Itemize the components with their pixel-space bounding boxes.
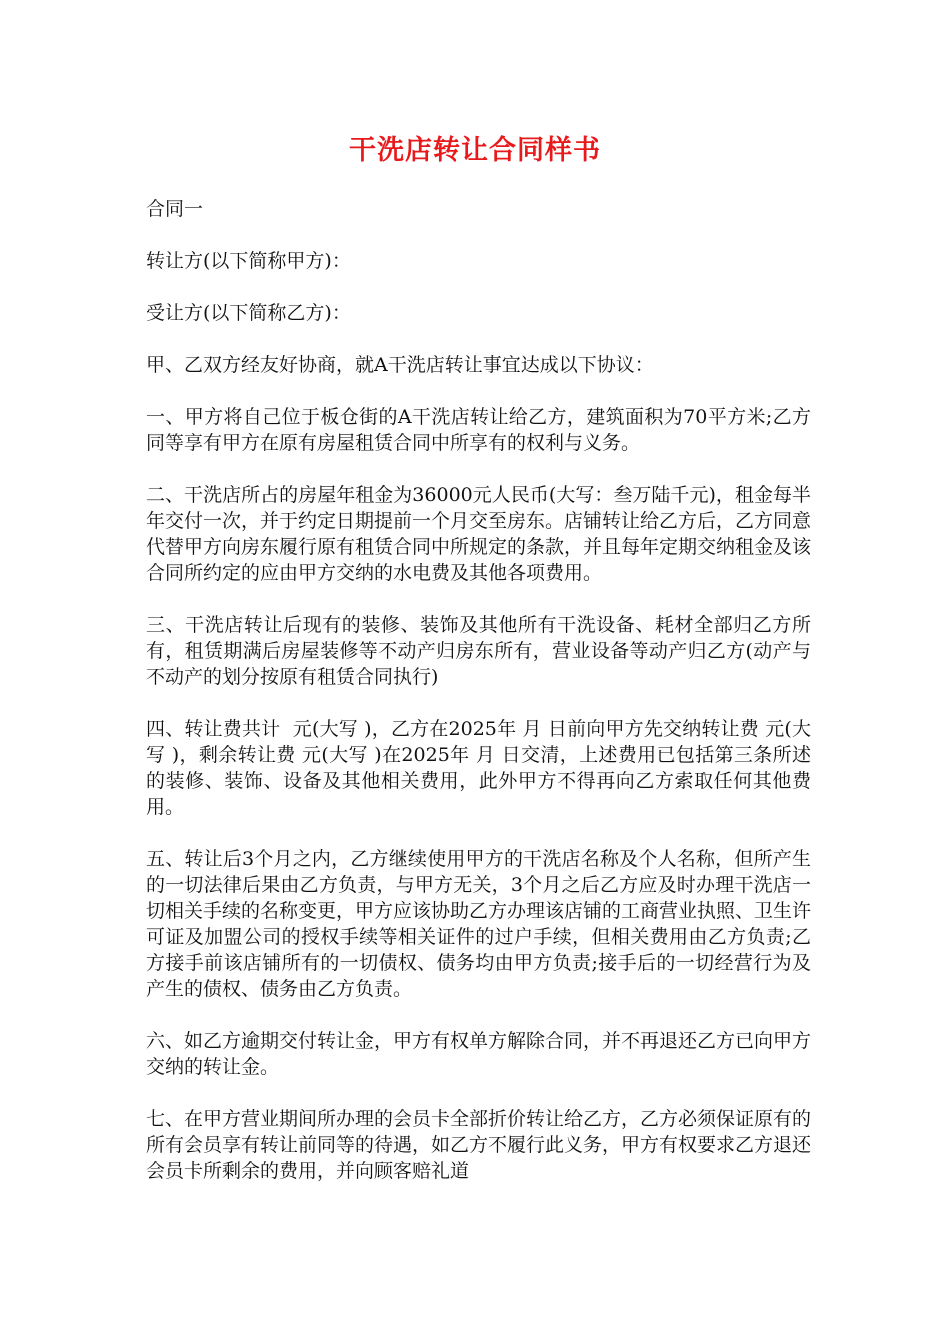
clause-1: 一、甲方将自己位于板仓街的A干洗店转让给乙方，建筑面积为70平方米;乙方同等享有甲方在原有房屋租赁合同中所享有的权利与义务。 [146,406,811,454]
clause-3: 三、干洗店转让后现有的装修、装饰及其他所有干洗设备、耗材全部归乙方所有，租赁期满后房屋装修等不动产归房东所有，营业设备等动产归乙方(动产与不动产的划分按原有租赁合同执行) [146,614,811,688]
clause-6: 六、如乙方逾期交付转让金，甲方有权单方解除合同，并不再退还乙方已向甲方交纳的转让金。 [146,1030,812,1078]
document-title: 干洗店转让合同样书 [349,135,601,166]
clause-7: 七、在甲方营业期间所办理的会员卡全部折价转让给乙方，乙方必须保证原有的所有会员享有转让前同等的待遇，如乙方不履行此义务，甲方有权要求乙方退还会员卡所剩余的费用，并向顾客赔礼道 [146,1108,812,1182]
paragraph-transferor: 转让方(以下简称甲方)： [146,250,351,272]
document-body [146,196,811,1210]
paragraph-contract-number: 合同一 [146,198,204,220]
clause-2: 二、干洗店所占的房屋年租金为36000元人民币(大写：叁万陆千元)，租金每半年交付一次，并于约定日期提前一个月交至房东。店铺转让给乙方后，乙方同意代替甲方向房东履行原有租赁合同中所规定的条款，并且每年定期交纳租金及该合同所约定的应由甲方交纳的水电费及其他各项费用。 [146,484,812,584]
paragraph-transferee: 受让方(以下简称乙方)： [146,302,351,324]
clause-5: 五、转让后3个月之内，乙方继续使用甲方的干洗店名称及个人名称，但所产生的一切法律后果由乙方负责，与甲方无关，3个月之后乙方应及时办理干洗店一切相关手续的名称变更，甲方应该协助乙方办理该店铺的工商营业执照、卫生许可证及加盟公司的授权手续等相关证件的过户手续，但相关费用由乙方负责;乙方接手前该店铺所有的一切债权、债务均由甲方负责;接手后的一切经营行为及产生的债权、债务由乙方负责。 [146,848,812,1000]
clause-4: 四、转让费共计 元(大写 )，乙方在2025年 月 日前向甲方先交纳转让费 元(大写 )，剩余转让费 元(大写 )在2025年 月 日交清，上述费用已包括第三条所述的装修、装饰、设备及其他相关费用，此外甲方不得再向乙方索取任何其他费用。 [146,718,811,818]
paragraph-preamble: 甲、乙双方经友好协商，就A干洗店转让事宜达成以下协议： [146,354,654,376]
